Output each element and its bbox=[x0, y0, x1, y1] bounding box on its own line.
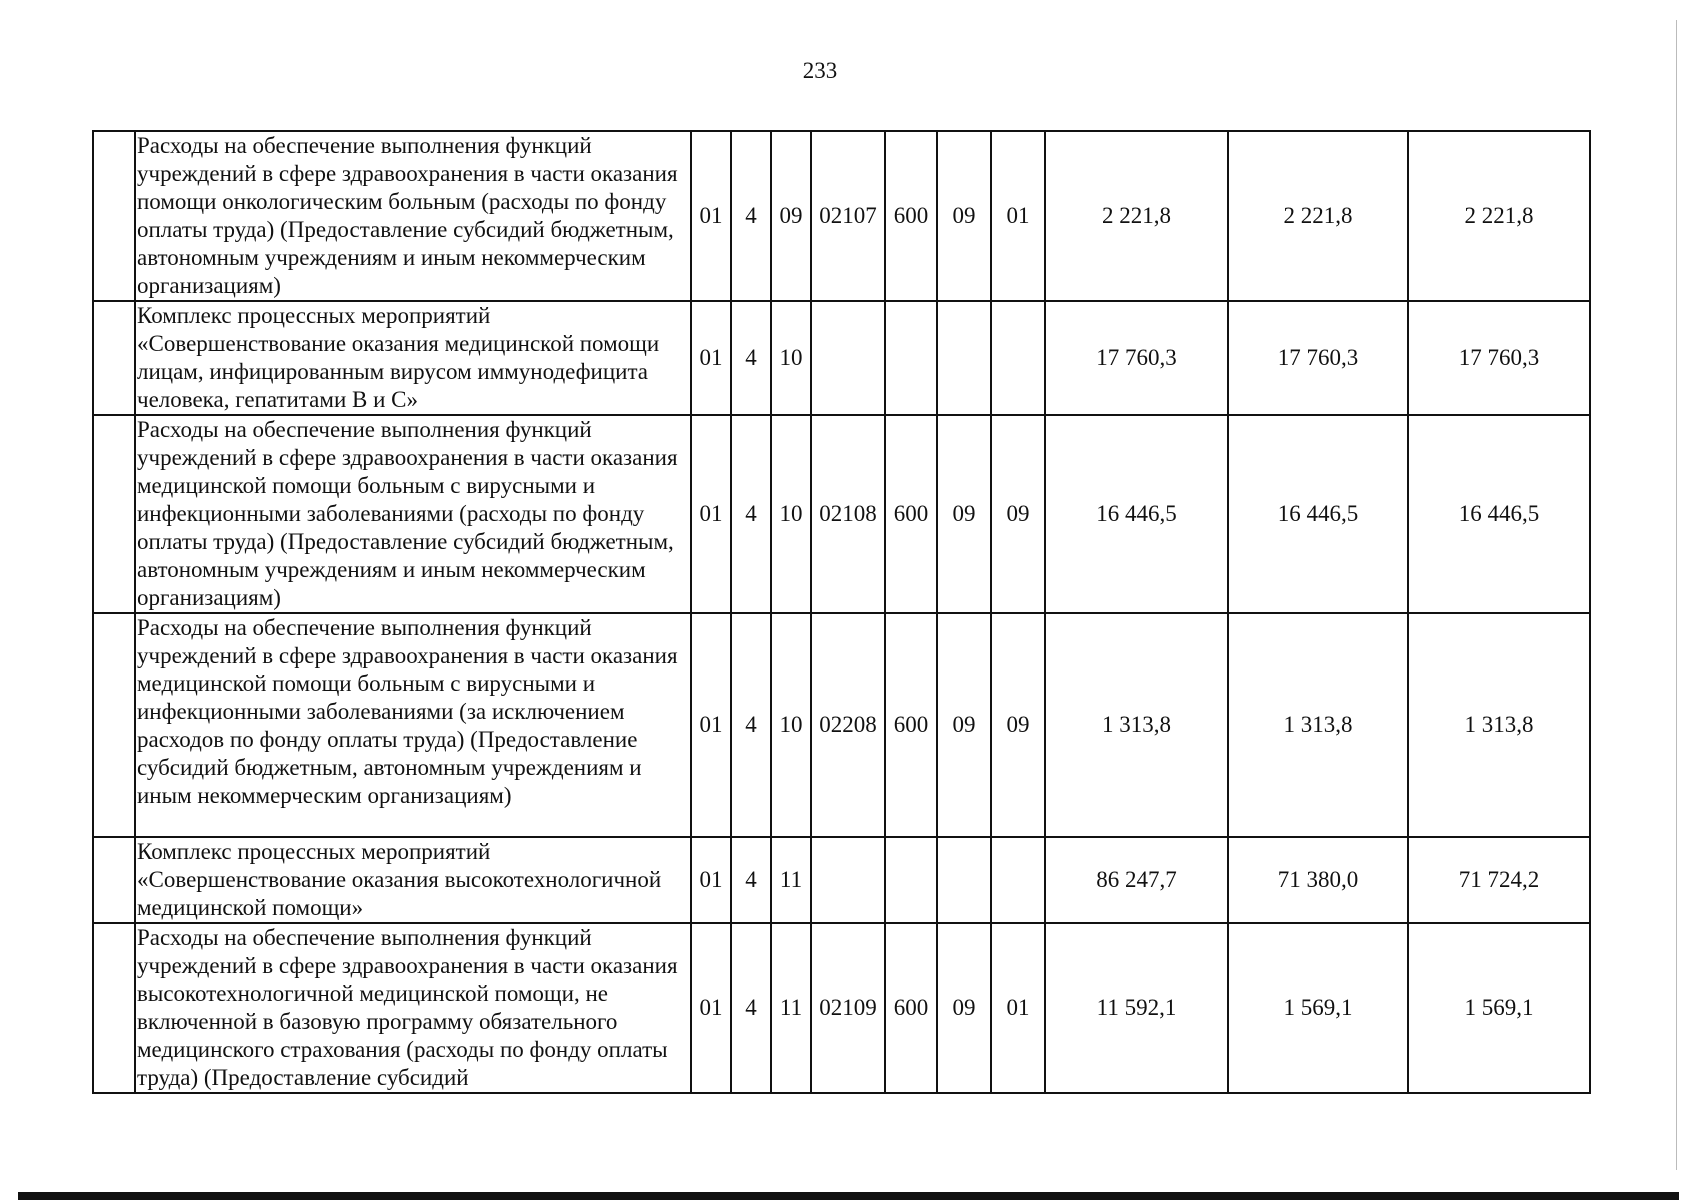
code-cell: 600 bbox=[885, 613, 937, 837]
amount-cell: 17 760,3 bbox=[1408, 301, 1590, 415]
amount-cell: 11 592,1 bbox=[1045, 923, 1228, 1093]
amount-cell: 86 247,7 bbox=[1045, 837, 1228, 923]
amount-cell: 1 569,1 bbox=[1228, 923, 1408, 1093]
code-cell: 4 bbox=[731, 131, 771, 301]
amount-cell: 1 313,8 bbox=[1228, 613, 1408, 837]
amount-cell: 16 446,5 bbox=[1408, 415, 1590, 613]
code-cell: 10 bbox=[771, 613, 811, 837]
code-cell: 02208 bbox=[811, 613, 885, 837]
code-cell bbox=[991, 301, 1045, 415]
description-cell: Расходы на обеспечение выполнения функций учреждений в сфере здравоохранения в части оказания медицинской помощи больным с вирусными и инфекционными заболеваниями (за исключением расходов по фонду оплаты труда) (Предоставление субсидий бюджетным, автономным учреждениям и иным некоммерческим организациям) bbox=[135, 613, 691, 837]
amount-cell: 16 446,5 bbox=[1045, 415, 1228, 613]
table-row bbox=[93, 131, 1590, 301]
code-cell bbox=[937, 837, 991, 923]
table-row bbox=[93, 613, 1590, 837]
row-number-cell bbox=[93, 837, 135, 923]
table-row bbox=[93, 923, 1590, 1093]
row-number-cell bbox=[93, 613, 135, 837]
amount-cell: 17 760,3 bbox=[1228, 301, 1408, 415]
budget-table bbox=[92, 130, 1591, 1094]
code-cell: 11 bbox=[771, 837, 811, 923]
code-cell: 4 bbox=[731, 301, 771, 415]
code-cell: 600 bbox=[885, 131, 937, 301]
table-row bbox=[93, 301, 1590, 415]
code-cell: 600 bbox=[885, 923, 937, 1093]
description-cell: Комплекс процессных мероприятий «Совершенствование оказания медицинской помощи лицам, инфицированным вирусом иммунодефицита человека, гепатитами В и С» bbox=[135, 301, 691, 415]
code-cell: 09 bbox=[937, 613, 991, 837]
code-cell: 09 bbox=[937, 923, 991, 1093]
code-cell: 09 bbox=[991, 613, 1045, 837]
amount-cell: 71 724,2 bbox=[1408, 837, 1590, 923]
code-cell: 10 bbox=[771, 415, 811, 613]
description-cell: Расходы на обеспечение выполнения функций учреждений в сфере здравоохранения в части оказания медицинской помощи больным с вирусными и инфекционными заболеваниями (расходы по фонду оплаты труда) (Предоставление субсидий бюджетным, автономным учреждениям и иным некоммерческим организациям) bbox=[135, 415, 691, 613]
amount-cell: 2 221,8 bbox=[1408, 131, 1590, 301]
row-number-cell bbox=[93, 301, 135, 415]
row-number-cell bbox=[93, 131, 135, 301]
description-cell: Расходы на обеспечение выполнения функций учреждений в сфере здравоохранения в части оказания высокотехнологичной медицинской помощи, не включенной в базовую программу обязательного медицинского страхования (расходы по фонду оплаты труда) (Предоставление субсидий bbox=[135, 923, 691, 1093]
code-cell: 01 bbox=[991, 131, 1045, 301]
code-cell bbox=[885, 837, 937, 923]
amount-cell: 71 380,0 bbox=[1228, 837, 1408, 923]
code-cell bbox=[937, 301, 991, 415]
amount-cell: 2 221,8 bbox=[1045, 131, 1228, 301]
code-cell bbox=[811, 837, 885, 923]
code-cell: 01 bbox=[691, 837, 731, 923]
code-cell: 01 bbox=[691, 415, 731, 613]
table-row bbox=[93, 415, 1590, 613]
amount-cell: 16 446,5 bbox=[1228, 415, 1408, 613]
code-cell: 4 bbox=[731, 923, 771, 1093]
code-cell bbox=[811, 301, 885, 415]
code-cell: 4 bbox=[731, 415, 771, 613]
code-cell bbox=[991, 837, 1045, 923]
code-cell: 09 bbox=[771, 131, 811, 301]
code-cell: 11 bbox=[771, 923, 811, 1093]
amount-cell: 1 313,8 bbox=[1408, 613, 1590, 837]
code-cell: 01 bbox=[691, 301, 731, 415]
row-number-cell bbox=[93, 923, 135, 1093]
code-cell: 01 bbox=[691, 613, 731, 837]
code-cell: 01 bbox=[991, 923, 1045, 1093]
code-cell: 09 bbox=[937, 131, 991, 301]
amount-cell: 2 221,8 bbox=[1228, 131, 1408, 301]
scan-edge-line bbox=[1676, 20, 1677, 1170]
code-cell: 4 bbox=[731, 613, 771, 837]
row-number-cell bbox=[93, 415, 135, 613]
code-cell bbox=[885, 301, 937, 415]
code-cell: 02107 bbox=[811, 131, 885, 301]
code-cell: 09 bbox=[991, 415, 1045, 613]
code-cell: 02109 bbox=[811, 923, 885, 1093]
amount-cell: 17 760,3 bbox=[1045, 301, 1228, 415]
page-number: 233 bbox=[802, 58, 838, 83]
code-cell: 02108 bbox=[811, 415, 885, 613]
code-cell: 4 bbox=[731, 837, 771, 923]
code-cell: 01 bbox=[691, 923, 731, 1093]
description-cell: Расходы на обеспечение выполнения функций учреждений в сфере здравоохранения в части оказания помощи онкологическим больным (расходы по фонду оплаты труда) (Предоставление субсидий бюджетным, автономным учреждениям и иным некоммерческим организациям) bbox=[135, 131, 691, 301]
description-cell: Комплекс процессных мероприятий «Совершенствование оказания высокотехнологичной медицинской помощи» bbox=[135, 837, 691, 923]
amount-cell: 1 569,1 bbox=[1408, 923, 1590, 1093]
table-row bbox=[93, 837, 1590, 923]
code-cell: 01 bbox=[691, 131, 731, 301]
code-cell: 10 bbox=[771, 301, 811, 415]
code-cell: 09 bbox=[937, 415, 991, 613]
scan-bottom-bar bbox=[18, 1192, 1679, 1200]
amount-cell: 1 313,8 bbox=[1045, 613, 1228, 837]
code-cell: 600 bbox=[885, 415, 937, 613]
